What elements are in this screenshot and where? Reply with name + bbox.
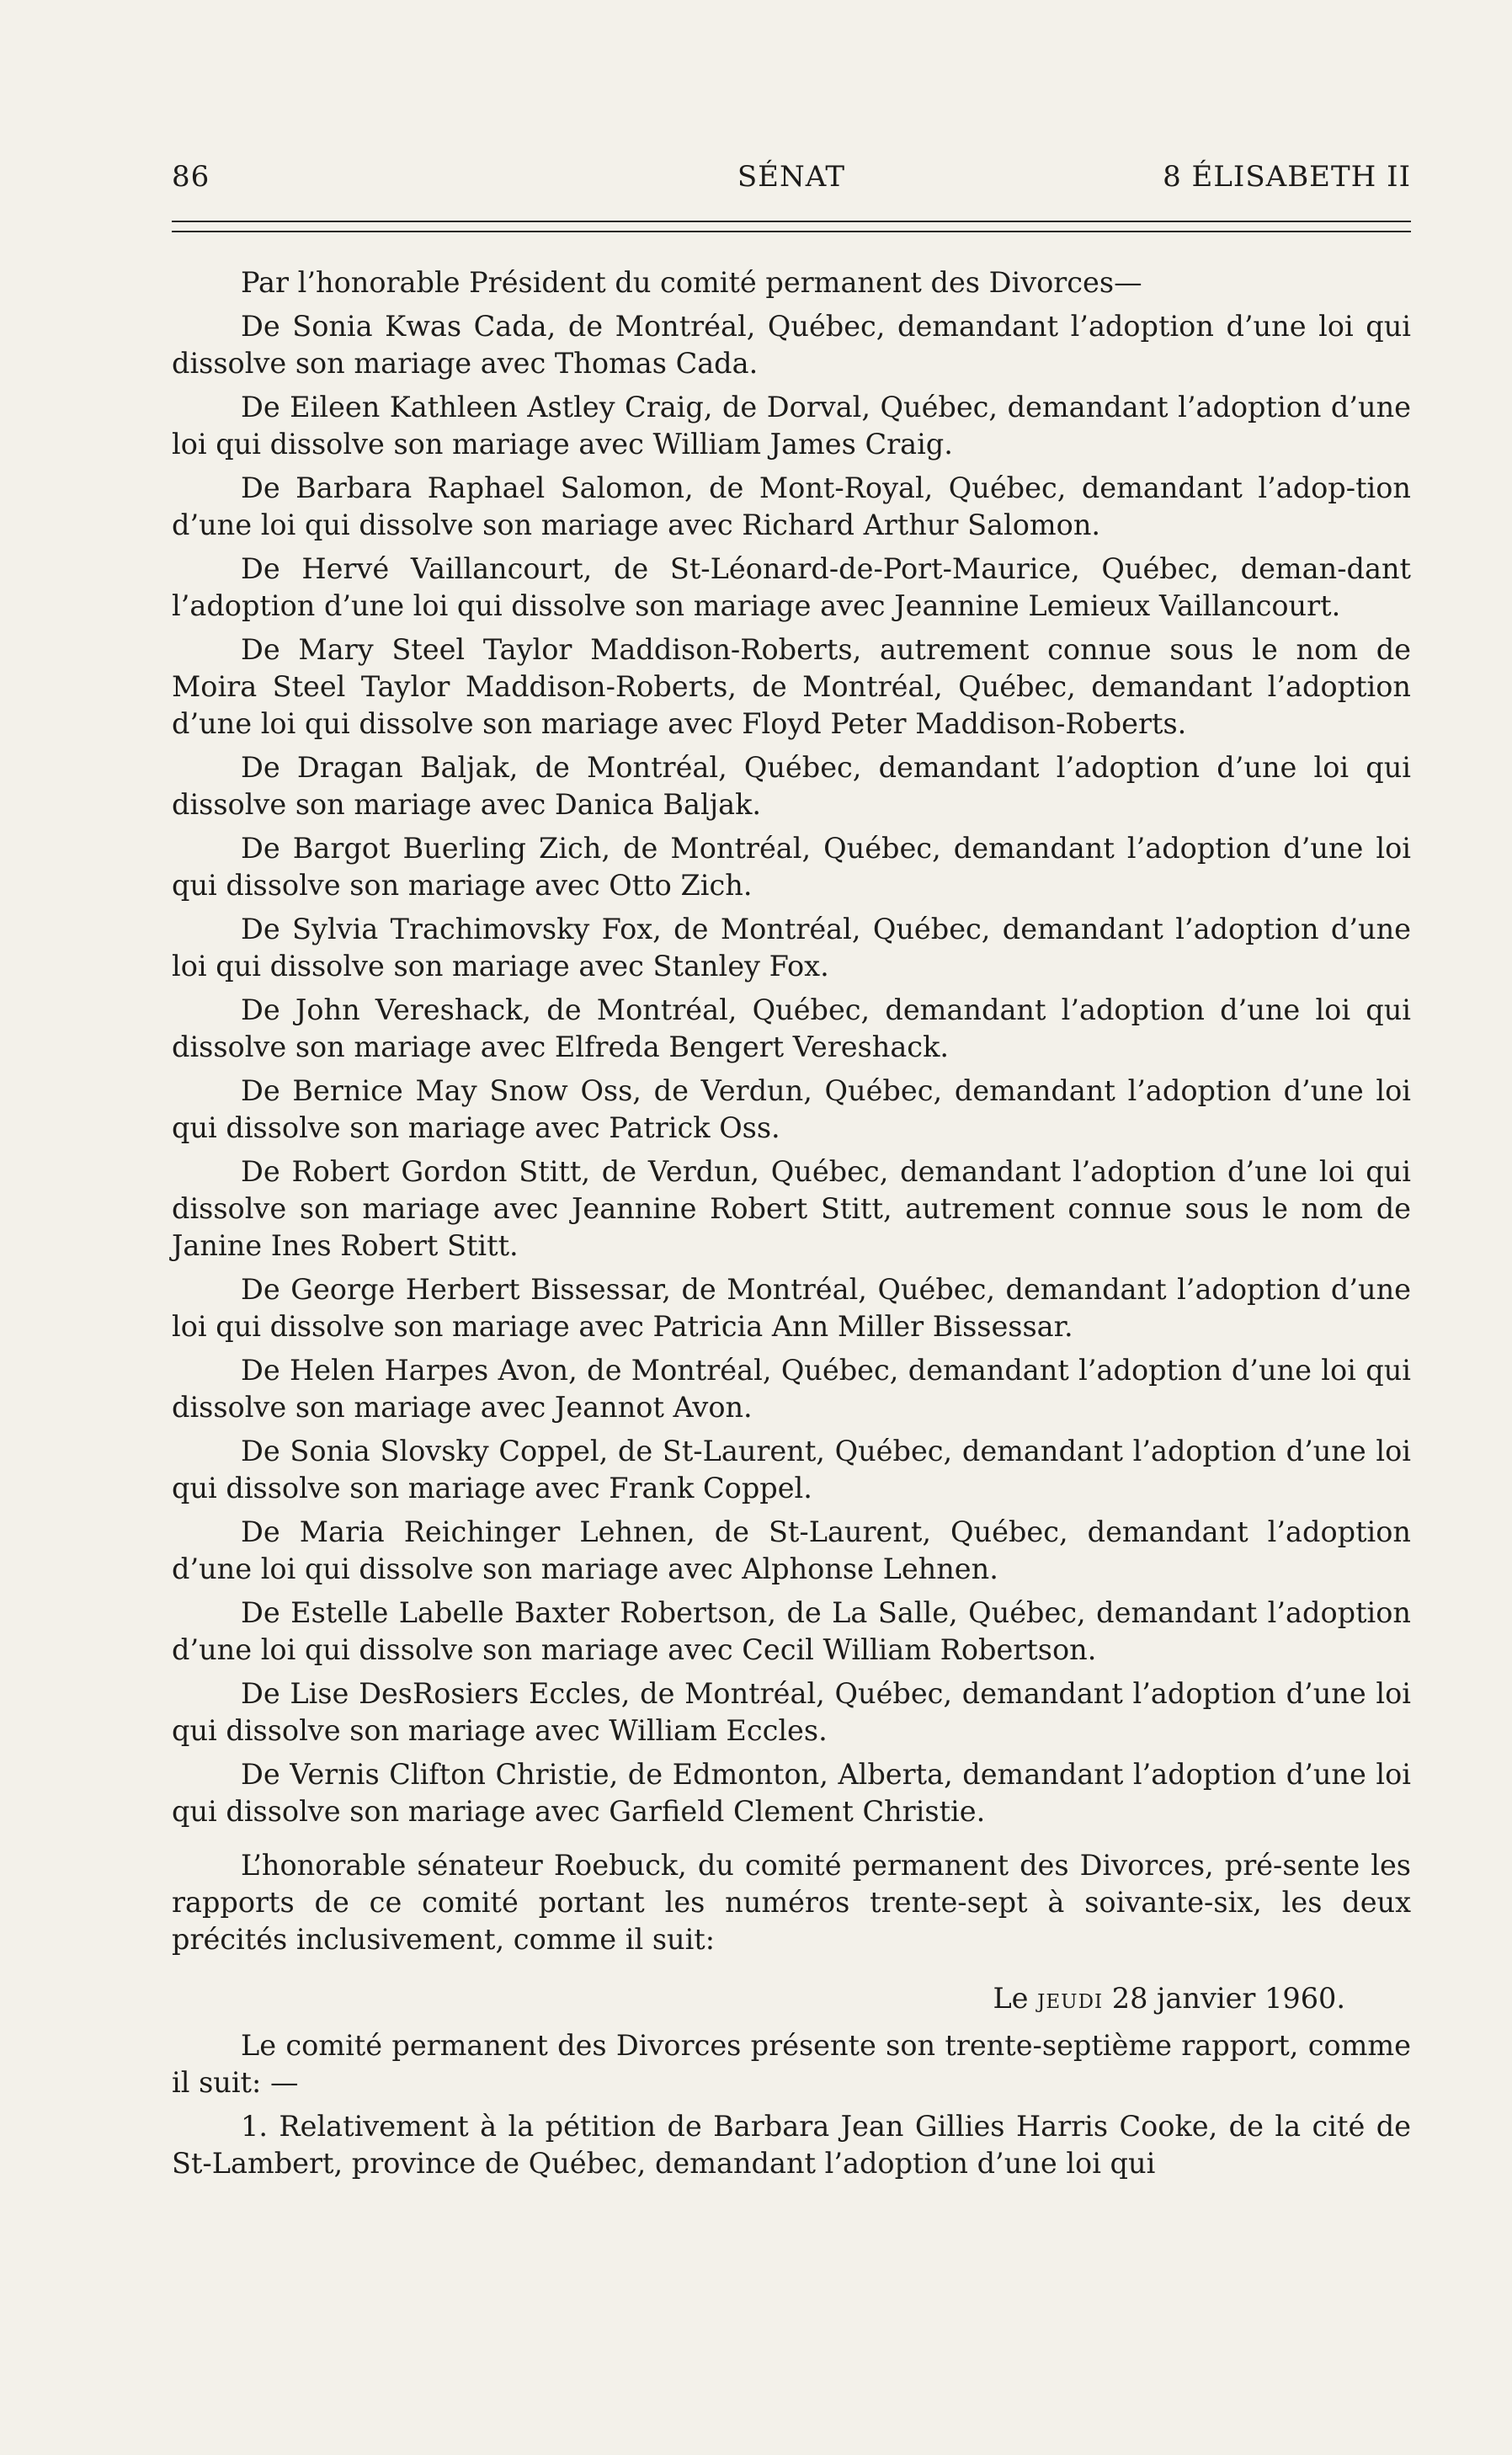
page-number: 86: [172, 160, 210, 194]
header-title: SÉNAT: [737, 160, 846, 194]
petition-paragraph: De Sonia Slovsky Coppel, de St-Laurent, Québec, demandant l’adoption d’une loi qui dissolve son mariage avec Frank Coppel.: [172, 1435, 1411, 1504]
body-text: [172, 264, 1411, 2182]
header-double-rule: [172, 221, 1411, 232]
petition-paragraph: De George Herbert Bissessar, de Montréal, Québec, demandant l’adoption d’une loi qui dissolve son mariage avec Patricia Ann Miller Bissessar.: [172, 1273, 1411, 1343]
header-reign: 8 ÉLISABETH II: [1163, 160, 1411, 194]
dateline-prefix: Le: [993, 1982, 1029, 2015]
petition-paragraph: De Mary Steel Taylor Maddison-Roberts, autrement connue sous le nom de Moira Steel Taylor Maddison-Roberts, de Montréal, Québec, demandant l’adoption d’une loi qui dissolve son mariage avec Floyd Peter Maddison-Roberts.: [172, 633, 1411, 740]
report-item-1: 1. Relativement à la pétition de Barbara Jean Gillies Harris Cooke, de la cité de St-Lambert, province de Québec, demandant l’adoption d’une loi qui: [172, 2110, 1411, 2180]
petition-paragraph: De Bernice May Snow Oss, de Verdun, Québec, demandant l’adoption d’une loi qui dissolve son mariage avec Patrick Oss.: [172, 1074, 1411, 1144]
petition-paragraph: De Vernis Clifton Christie, de Edmonton, Alberta, demandant l’adoption d’une loi qui dissolve son mariage avec Garfield Clement Christie.: [172, 1758, 1411, 1828]
petition-paragraph: De Sonia Kwas Cada, de Montréal, Québec, demandant l’adoption d’une loi qui dissolve son mariage avec Thomas Cada.: [172, 310, 1411, 380]
petition-paragraph: De Estelle Labelle Baxter Robertson, de La Salle, Québec, demandant l’adoption d’une loi qui dissolve son mariage avec Cecil William Robertson.: [172, 1596, 1411, 1666]
petition-paragraph: De Lise DesRosiers Eccles, de Montréal, Québec, demandant l’adoption d’une loi qui dissolve son mariage avec William Eccles.: [172, 1677, 1411, 1747]
report-statement: Le comité permanent des Divorces présente son trente-septième rapport, comme il suit: —: [172, 2029, 1411, 2099]
dateline-day: jeudi: [1037, 1982, 1104, 2015]
dateline-date: 28 janvier 1960.: [1111, 1982, 1345, 2015]
petition-paragraph: De Helen Harpes Avon, de Montréal, Québec, demandant l’adoption d’une loi qui dissolve son mariage avec Jeannot Avon.: [172, 1354, 1411, 1424]
report-intro-paragraph: L’honorable sénateur Roebuck, du comité permanent des Divorces, pré-sente les rapports de ce comité portant les numéros trente-sept à soivante-six, les deux précités inclusivement, comme il suit:: [172, 1849, 1411, 1956]
intro-paragraph: Par l’honorable Président du comité permanent des Divorces—: [241, 266, 1142, 299]
petition-paragraph: De Robert Gordon Stitt, de Verdun, Québec, demandant l’adoption d’une loi qui dissolve son mariage avec Jeannine Robert Stitt, autrement connue sous le nom de Janine Ines Robert Stitt.: [172, 1155, 1411, 1262]
journal-page: [172, 160, 1411, 2189]
dateline: [172, 1980, 1411, 2017]
petition-paragraph: De Hervé Vaillancourt, de St-Léonard-de-Port-Maurice, Québec, deman-dant l’adoption d’une loi qui dissolve son mariage avec Jeannine Lemieux Vaillancourt.: [172, 552, 1411, 622]
petition-paragraph: De Dragan Baljak, de Montréal, Québec, demandant l’adoption d’une loi qui dissolve son mariage avec Danica Baljak.: [172, 751, 1411, 821]
petition-paragraph: De John Vereshack, de Montréal, Québec, demandant l’adoption d’une loi qui dissolve son mariage avec Elfreda Bengert Vereshack.: [172, 993, 1411, 1063]
petition-paragraph: De Eileen Kathleen Astley Craig, de Dorval, Québec, demandant l’adoption d’une loi qui dissolve son mariage avec William James Craig.: [172, 391, 1411, 461]
petition-paragraph: De Barbara Raphael Salomon, de Mont-Royal, Québec, demandant l’adop-tion d’une loi qui dissolve son mariage avec Richard Arthur Salomon.: [172, 471, 1411, 541]
petition-paragraph: De Maria Reichinger Lehnen, de St-Laurent, Québec, demandant l’adoption d’une loi qui dissolve son mariage avec Alphonse Lehnen.: [172, 1515, 1411, 1585]
petition-paragraph: De Sylvia Trachimovsky Fox, de Montréal, Québec, demandant l’adoption d’une loi qui dissolve son mariage avec Stanley Fox.: [172, 913, 1411, 983]
running-header: [172, 160, 1411, 210]
petition-paragraph: De Bargot Buerling Zich, de Montréal, Québec, demandant l’adoption d’une loi qui dissolve son mariage avec Otto Zich.: [172, 832, 1411, 902]
